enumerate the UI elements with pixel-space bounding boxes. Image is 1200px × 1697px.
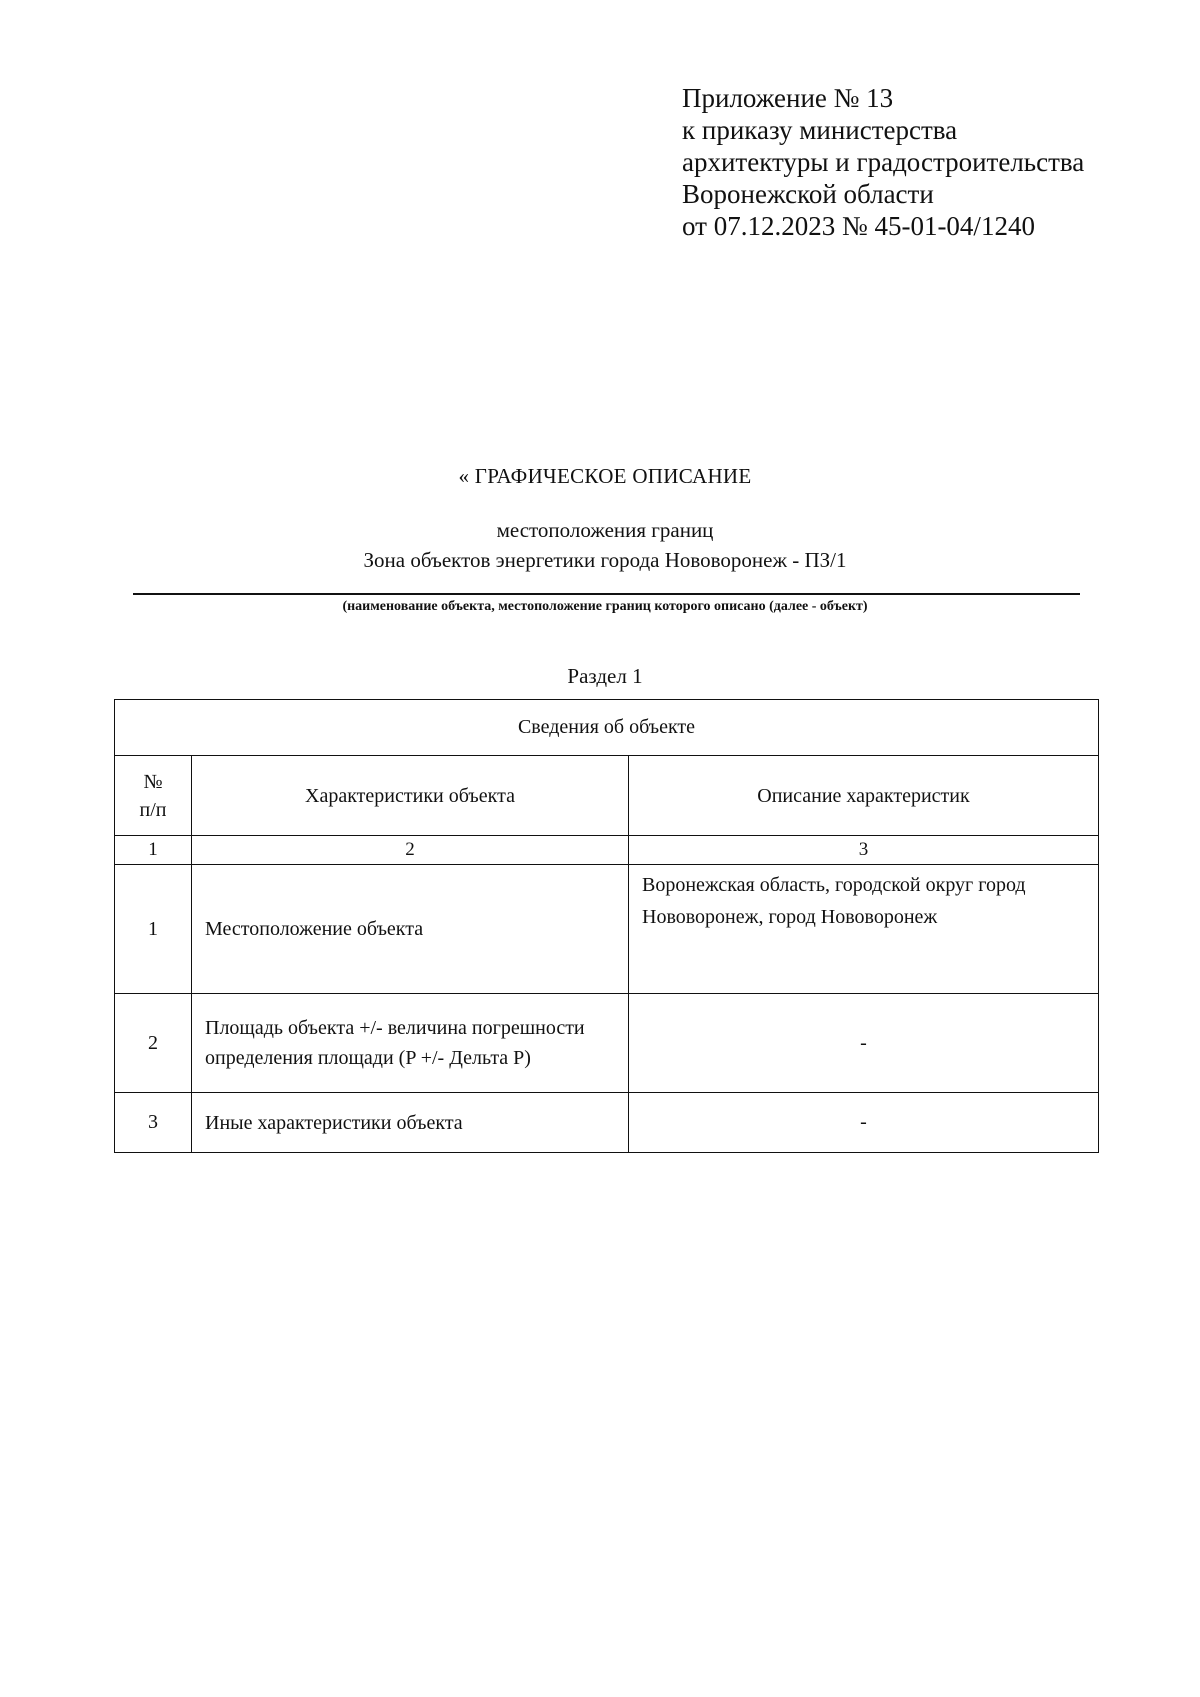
- row-characteristic: Площадь объекта +/- величина погрешности определения площади (P +/- Дельта P): [192, 994, 629, 1093]
- appendix-line: от 07.12.2023 № 45-01-04/1240: [682, 211, 1035, 241]
- appendix-line: к приказу министерства: [682, 115, 958, 145]
- table-row: [115, 1093, 1099, 1153]
- column-number-row: [115, 836, 1099, 865]
- table-caption: Сведения об объекте: [115, 700, 1099, 756]
- table-row: [115, 994, 1099, 1093]
- row-number: 1: [115, 865, 192, 994]
- column-number: 1: [115, 836, 192, 865]
- document-subtitle: местоположения границ: [496, 518, 714, 542]
- header-description: Описание характеристик: [629, 756, 1099, 836]
- row-description: -: [629, 1093, 1099, 1153]
- object-info-table: [114, 699, 1099, 1153]
- object-name: Зона объектов энергетики города Нововоронеж - ПЗ/1: [363, 548, 847, 572]
- divider-line: [133, 593, 1080, 595]
- document-title: « ГРАФИЧЕСКОЕ ОПИСАНИЕ: [458, 464, 752, 488]
- table-row: [115, 865, 1099, 994]
- appendix-line: архитектуры и градостроительства: [682, 147, 1085, 177]
- header-number-label: № п/п: [139, 770, 167, 821]
- row-characteristic: Иные характеристики объекта: [192, 1093, 629, 1153]
- appendix-line: Приложение № 13: [682, 83, 894, 113]
- column-number: 2: [192, 836, 629, 865]
- column-number: 3: [629, 836, 1099, 865]
- row-characteristic: Местоположение объекта: [192, 865, 629, 994]
- appendix-line: Воронежской области: [682, 179, 934, 209]
- row-number: 3: [115, 1093, 192, 1153]
- row-description: -: [629, 994, 1099, 1093]
- row-description: Воронежская область, городской округ город Нововоронеж, город Нововоронеж: [629, 865, 1099, 994]
- appendix-header: [682, 82, 1162, 242]
- row-number: 2: [115, 994, 192, 1093]
- section-heading: Раздел 1: [567, 664, 643, 688]
- header-number: [115, 756, 192, 836]
- object-note: (наименование объекта, местоположение границ которого описано (далее - объект): [342, 599, 868, 614]
- table-header-row: [115, 756, 1099, 836]
- header-characteristic: Характеристики объекта: [192, 756, 629, 836]
